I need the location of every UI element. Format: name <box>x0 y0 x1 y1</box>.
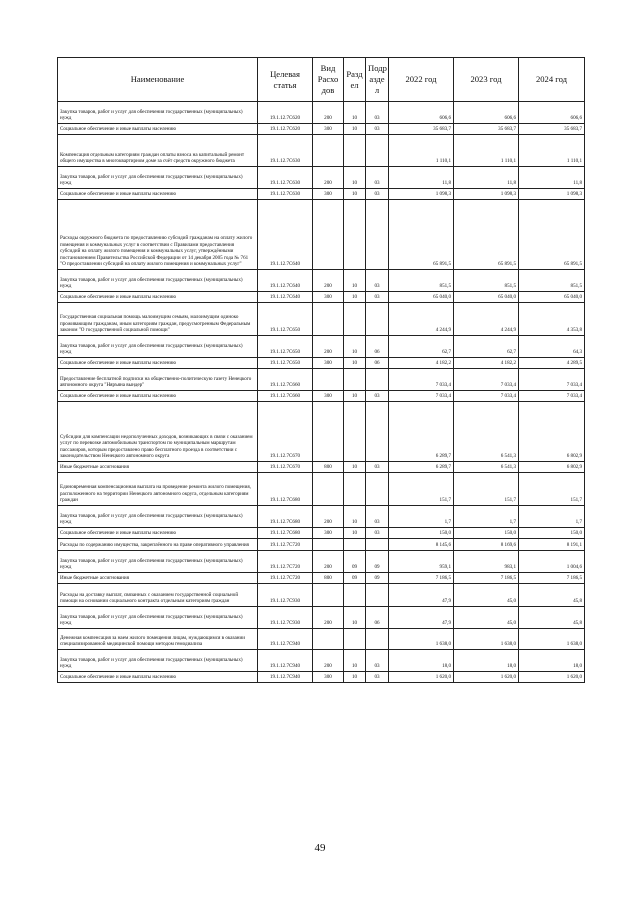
table-cell-2023: 11,8 <box>454 167 519 189</box>
table-row <box>58 506 585 528</box>
table-cell-name: Единовременная компенсационная выплата на проведение ремонта жилого помещения, расположенного на территории Ненецкого автономного округа, отдельным категориям граждан <box>58 473 258 506</box>
table-cell-expense-type <box>313 200 344 270</box>
table-cell-subsection: 06 <box>366 336 389 358</box>
table-cell-name: Субсидии для компенсации недополученных доходов, возникающих в связи с оказанием услуг по перевозке автомобильным транспортом по муниципальным маршрутам пассажиров, которым предоставлено право бесплатного проезда в соответствии с законодательством Ненецкого автономного округа <box>58 402 258 462</box>
table-cell-target-article: 19.1.12.7С720 <box>258 551 313 573</box>
table-cell-2023: 35 683,7 <box>454 124 519 135</box>
table-cell-target-article: 19.1.12.7С650 <box>258 336 313 358</box>
table-row <box>58 462 585 473</box>
header-year-2023: 2023 год <box>454 58 519 102</box>
table-cell-2022: 150,0 <box>389 528 454 539</box>
table-cell-name: Закупка товаров, работ и услуг для обеспечения государственных (муниципальных) нужд <box>58 506 258 528</box>
table-cell-2023: 4 182,2 <box>454 358 519 369</box>
table-cell-name: Закупка товаров, работ и услуг для обеспечения государственных (муниципальных) нужд <box>58 551 258 573</box>
table-cell-subsection <box>366 473 389 506</box>
table-row <box>58 551 585 573</box>
table-cell-2024: 8 191,1 <box>519 539 585 551</box>
table-cell-2022: 47,9 <box>389 584 454 607</box>
table-cell-2022: 35 683,7 <box>389 124 454 135</box>
table-cell-2022: 6 289,7 <box>389 462 454 473</box>
table-cell-2024: 64,3 <box>519 336 585 358</box>
table-cell-expense-type: 200 <box>313 607 344 629</box>
table-cell-2024: 45,8 <box>519 607 585 629</box>
table-cell-section: 09 <box>344 551 366 573</box>
table-cell-name: Расходы окружного бюджета по предоставлению субсидий гражданам на оплату жилого помещения и коммунальных услуг в соответствии с Правилами предоставления субсидий на оплату жилого помещения и коммунальных услуг, утверждёнными постановлением Правительства Российской Федерации от 14 декабря 2005 года № 761 "О предоставлении субсидий на оплату жилого помещения и коммунальных услуг" <box>58 200 258 270</box>
table-row <box>58 650 585 672</box>
table-cell-name: Государственная социальная помощь малоимущим семьям, малоимущим одиноко проживающим гражданам, иным категориям граждан, предусмотренным Федеральным законом "О государственной социальной помощи" <box>58 303 258 336</box>
table-row <box>58 369 585 391</box>
table-cell-target-article: 19.1.12.7С930 <box>258 584 313 607</box>
table-cell-section: 10 <box>344 292 366 303</box>
table-cell-subsection: 06 <box>366 607 389 629</box>
table-cell-2024: 1 004,6 <box>519 551 585 573</box>
table-cell-section <box>344 584 366 607</box>
table-body <box>58 102 585 683</box>
table-row <box>58 200 585 270</box>
table-cell-section <box>344 369 366 391</box>
table-cell-target-article: 19.1.12.7С630 <box>258 189 313 200</box>
table-cell-2022: 851,5 <box>389 270 454 292</box>
header-row <box>58 58 585 102</box>
table-cell-subsection: 03 <box>366 506 389 528</box>
table-row <box>58 292 585 303</box>
table-cell-section <box>344 629 366 650</box>
table-cell-name: Расходы на доставку выплат, связанных с оказанием государственной социальной помощи на основании социального контракта отдельным категориям граждан <box>58 584 258 607</box>
table-cell-2024: 1 098,3 <box>519 189 585 200</box>
table-cell-2023: 1,7 <box>454 506 519 528</box>
table-row <box>58 607 585 629</box>
table-cell-name: Социальное обеспечение и иные выплаты населению <box>58 528 258 539</box>
table-cell-2024: 606,6 <box>519 102 585 124</box>
table-cell-target-article: 19.1.12.7С640 <box>258 270 313 292</box>
table-cell-2023: 1 098,3 <box>454 189 519 200</box>
table-cell-2022: 18,0 <box>389 650 454 672</box>
table-cell-2023: 45,0 <box>454 607 519 629</box>
table-cell-expense-type: 300 <box>313 292 344 303</box>
table-cell-section: 10 <box>344 528 366 539</box>
table-cell-subsection: 03 <box>366 391 389 402</box>
table-cell-2022: 151,7 <box>389 473 454 506</box>
table-cell-subsection <box>366 200 389 270</box>
table-cell-expense-type: 300 <box>313 528 344 539</box>
table-cell-expense-type: 200 <box>313 551 344 573</box>
table-cell-2023: 18,0 <box>454 650 519 672</box>
table-cell-subsection <box>366 303 389 336</box>
table-cell-2024: 851,5 <box>519 270 585 292</box>
table-cell-2022: 65 040,0 <box>389 292 454 303</box>
table-cell-name: Закупка товаров, работ и услуг для обеспечения государственных (муниципальных) нужд <box>58 102 258 124</box>
table-cell-subsection <box>366 135 389 167</box>
table-cell-section: 10 <box>344 506 366 528</box>
table-cell-subsection: 03 <box>366 528 389 539</box>
table-cell-name: Денежная компенсация за наем жилого помещения лицам, нуждающимся в оказании специализированной медицинской помощи методом гемодиализа <box>58 629 258 650</box>
table-cell-2024: 4 289,5 <box>519 358 585 369</box>
table-cell-2024: 1 638,0 <box>519 629 585 650</box>
table-cell-target-article: 19.1.12.7С720 <box>258 539 313 551</box>
table-cell-subsection <box>366 539 389 551</box>
table-cell-section <box>344 135 366 167</box>
table-cell-2024: 1,7 <box>519 506 585 528</box>
table-cell-section <box>344 539 366 551</box>
table-cell-2023: 4 244,9 <box>454 303 519 336</box>
table-cell-subsection: 06 <box>366 358 389 369</box>
table-cell-target-article: 19.1.12.7С620 <box>258 102 313 124</box>
table-cell-expense-type: 300 <box>313 358 344 369</box>
table-cell-expense-type <box>313 135 344 167</box>
table-cell-target-article: 19.1.12.7С940 <box>258 650 313 672</box>
table-cell-target-article: 19.1.12.7С680 <box>258 473 313 506</box>
table-cell-name: Закупка товаров, работ и услуг для обеспечения государственных (муниципальных) нужд <box>58 650 258 672</box>
table-cell-2023: 62,7 <box>454 336 519 358</box>
table-cell-name: Социальное обеспечение и иные выплаты населению <box>58 672 258 683</box>
table-cell-2022: 6 289,7 <box>389 402 454 462</box>
table-cell-target-article: 19.1.12.7С620 <box>258 124 313 135</box>
table-cell-section: 10 <box>344 124 366 135</box>
table-cell-section: 10 <box>344 189 366 200</box>
table-cell-expense-type <box>313 584 344 607</box>
table-cell-2023: 6 541,3 <box>454 462 519 473</box>
table-cell-target-article: 19.1.12.7С940 <box>258 672 313 683</box>
table-cell-2022: 47,9 <box>389 607 454 629</box>
table-cell-subsection <box>366 629 389 650</box>
table-row <box>58 584 585 607</box>
table-cell-target-article: 19.1.12.7С940 <box>258 629 313 650</box>
table-cell-2022: 62,7 <box>389 336 454 358</box>
table-cell-2024: 1 110,1 <box>519 135 585 167</box>
table-cell-2023: 851,5 <box>454 270 519 292</box>
table-cell-target-article: 19.1.12.7С650 <box>258 358 313 369</box>
table-cell-name: Закупка товаров, работ и услуг для обеспечения государственных (муниципальных) нужд <box>58 336 258 358</box>
table-cell-subsection <box>366 402 389 462</box>
table-cell-2022: 7 033,4 <box>389 369 454 391</box>
table-cell-2023: 6 541,3 <box>454 402 519 462</box>
budget-table <box>57 57 585 683</box>
table-cell-subsection: 03 <box>366 189 389 200</box>
table-row <box>58 102 585 124</box>
table-cell-2022: 65 891,5 <box>389 200 454 270</box>
table-row <box>58 629 585 650</box>
table-cell-2024: 18,0 <box>519 650 585 672</box>
table-cell-2023: 45,0 <box>454 584 519 607</box>
table-cell-2022: 1 638,0 <box>389 629 454 650</box>
table-cell-expense-type: 300 <box>313 189 344 200</box>
table-cell-section <box>344 402 366 462</box>
table-cell-target-article: 19.1.12.7С660 <box>258 369 313 391</box>
table-cell-2024: 7 033,4 <box>519 369 585 391</box>
table-cell-2023: 65 891,5 <box>454 200 519 270</box>
table-cell-name: Социальное обеспечение и иные выплаты населению <box>58 124 258 135</box>
table-cell-expense-type <box>313 402 344 462</box>
header-section: Разд ел <box>344 58 366 102</box>
table-cell-target-article: 19.1.12.7С720 <box>258 573 313 584</box>
table-cell-name: Социальное обеспечение и иные выплаты населению <box>58 358 258 369</box>
table-row <box>58 135 585 167</box>
table-cell-expense-type <box>313 539 344 551</box>
table-cell-section: 10 <box>344 607 366 629</box>
table-cell-2023: 606,6 <box>454 102 519 124</box>
table-cell-2024: 1 620,0 <box>519 672 585 683</box>
table-cell-expense-type <box>313 303 344 336</box>
table-cell-section <box>344 303 366 336</box>
table-cell-2024: 35 683,7 <box>519 124 585 135</box>
table-cell-2024: 45,8 <box>519 584 585 607</box>
table-cell-subsection: 09 <box>366 551 389 573</box>
table-cell-name: Закупка товаров, работ и услуг для обеспечения государственных (муниципальных) нужд <box>58 270 258 292</box>
header-target-article: Целевая статья <box>258 58 313 102</box>
table-cell-2022: 1 620,0 <box>389 672 454 683</box>
table-row <box>58 672 585 683</box>
table-cell-target-article: 19.1.12.7С680 <box>258 528 313 539</box>
table-row <box>58 539 585 551</box>
table-cell-subsection: 03 <box>366 462 389 473</box>
table-cell-expense-type <box>313 369 344 391</box>
table-cell-2022: 11,8 <box>389 167 454 189</box>
table-cell-2023: 983,1 <box>454 551 519 573</box>
table-cell-2023: 1 110,1 <box>454 135 519 167</box>
table-cell-2022: 8 145,6 <box>389 539 454 551</box>
table-cell-name: Предоставление бесплатной подписки на общественно-политическую газету Ненецкого автономного округа "Няръяна вындер" <box>58 369 258 391</box>
table-cell-2024: 4 353,8 <box>519 303 585 336</box>
table-row <box>58 573 585 584</box>
table-cell-name: Иные бюджетные ассигнования <box>58 462 258 473</box>
table-cell-2022: 1,7 <box>389 506 454 528</box>
header-name: Наименование <box>58 58 258 102</box>
table-cell-2024: 150,0 <box>519 528 585 539</box>
table-cell-subsection: 03 <box>366 292 389 303</box>
table-cell-subsection: 03 <box>366 124 389 135</box>
table-cell-2023: 1 620,0 <box>454 672 519 683</box>
table-cell-2022: 606,6 <box>389 102 454 124</box>
table-cell-expense-type: 200 <box>313 650 344 672</box>
table-cell-expense-type: 200 <box>313 506 344 528</box>
table-row <box>58 402 585 462</box>
table-cell-2023: 151,7 <box>454 473 519 506</box>
table-cell-expense-type <box>313 629 344 650</box>
table-cell-expense-type <box>313 473 344 506</box>
table-cell-2023: 150,0 <box>454 528 519 539</box>
table-cell-expense-type: 800 <box>313 573 344 584</box>
header-expense-type: Вид Расхо дов <box>313 58 344 102</box>
table-cell-section: 10 <box>344 391 366 402</box>
table-cell-subsection <box>366 584 389 607</box>
page-number: 49 <box>314 842 326 854</box>
table-cell-expense-type: 200 <box>313 270 344 292</box>
table-cell-subsection: 03 <box>366 270 389 292</box>
table-cell-subsection: 03 <box>366 102 389 124</box>
header-subsection: Подр азде л <box>366 58 389 102</box>
table-cell-section: 10 <box>344 462 366 473</box>
table-cell-target-article: 19.1.12.7С630 <box>258 167 313 189</box>
table-cell-subsection <box>366 369 389 391</box>
table-row <box>58 391 585 402</box>
table-cell-name: Расходы по содержанию имущества, закреплённого на праве оперативного управления <box>58 539 258 551</box>
table-cell-target-article: 19.1.12.7С680 <box>258 506 313 528</box>
table-cell-2023: 7 186,5 <box>454 573 519 584</box>
header-year-2022: 2022 год <box>389 58 454 102</box>
table-cell-expense-type: 300 <box>313 391 344 402</box>
table-cell-target-article: 19.1.12.7С640 <box>258 292 313 303</box>
table-cell-2022: 4 182,2 <box>389 358 454 369</box>
table-cell-section: 10 <box>344 102 366 124</box>
table-cell-expense-type: 200 <box>313 167 344 189</box>
table-cell-subsection: 09 <box>366 573 389 584</box>
table-cell-name: Компенсация отдельным категориям граждан оплаты взноса на капитальный ремонт общего имущества в многоквартирном доме за счёт средств окружного бюджета <box>58 135 258 167</box>
table-cell-2022: 4 244,9 <box>389 303 454 336</box>
table-row <box>58 124 585 135</box>
table-cell-section: 10 <box>344 167 366 189</box>
table-cell-target-article: 19.1.12.7С930 <box>258 607 313 629</box>
table-cell-section: 10 <box>344 358 366 369</box>
table-cell-target-article: 19.1.12.7С670 <box>258 462 313 473</box>
table-cell-target-article: 19.1.12.7С650 <box>258 303 313 336</box>
table-cell-2022: 959,1 <box>389 551 454 573</box>
table-row <box>58 358 585 369</box>
table-cell-name: Закупка товаров, работ и услуг для обеспечения государственных (муниципальных) нужд <box>58 167 258 189</box>
table-cell-2023: 7 033,4 <box>454 391 519 402</box>
table-cell-2024: 6 802,9 <box>519 402 585 462</box>
table-row <box>58 189 585 200</box>
table-cell-2024: 65 040,0 <box>519 292 585 303</box>
table-cell-2022: 1 098,3 <box>389 189 454 200</box>
table-cell-2022: 7 186,5 <box>389 573 454 584</box>
table-row <box>58 167 585 189</box>
table-cell-section: 10 <box>344 270 366 292</box>
table-cell-2023: 7 033,4 <box>454 369 519 391</box>
table-cell-2023: 65 040,0 <box>454 292 519 303</box>
table-cell-2022: 1 110,1 <box>389 135 454 167</box>
table-cell-section: 09 <box>344 573 366 584</box>
table-cell-section: 10 <box>344 336 366 358</box>
table-cell-2024: 7 033,4 <box>519 391 585 402</box>
table-cell-expense-type: 200 <box>313 336 344 358</box>
table-cell-name: Закупка товаров, работ и услуг для обеспечения государственных (муниципальных) нужд <box>58 607 258 629</box>
table-cell-2024: 151,7 <box>519 473 585 506</box>
table-row <box>58 473 585 506</box>
table-cell-2023: 1 638,0 <box>454 629 519 650</box>
table-cell-2024: 65 891,5 <box>519 200 585 270</box>
table-cell-name: Социальное обеспечение и иные выплаты населению <box>58 189 258 200</box>
table-cell-subsection: 03 <box>366 167 389 189</box>
table-cell-section <box>344 200 366 270</box>
table-cell-expense-type: 800 <box>313 462 344 473</box>
table-cell-section: 10 <box>344 650 366 672</box>
table-cell-target-article: 19.1.12.7С640 <box>258 200 313 270</box>
table-cell-target-article: 19.1.12.7С670 <box>258 402 313 462</box>
table-cell-2022: 7 033,4 <box>389 391 454 402</box>
table-cell-name: Иные бюджетные ассигнования <box>58 573 258 584</box>
table-cell-section: 10 <box>344 672 366 683</box>
table-row <box>58 528 585 539</box>
table-cell-name: Социальное обеспечение и иные выплаты населению <box>58 391 258 402</box>
table-cell-name: Социальное обеспечение и иные выплаты населению <box>58 292 258 303</box>
table-row <box>58 270 585 292</box>
table-cell-2024: 6 802,9 <box>519 462 585 473</box>
table-cell-section <box>344 473 366 506</box>
table-cell-expense-type: 300 <box>313 124 344 135</box>
table-cell-expense-type: 200 <box>313 102 344 124</box>
header-year-2024: 2024 год <box>519 58 585 102</box>
table-cell-expense-type: 300 <box>313 672 344 683</box>
table-cell-subsection: 03 <box>366 650 389 672</box>
table-row <box>58 336 585 358</box>
table-row <box>58 303 585 336</box>
table-cell-2024: 11,8 <box>519 167 585 189</box>
table-cell-2024: 7 186,5 <box>519 573 585 584</box>
table-cell-subsection: 03 <box>366 672 389 683</box>
table-cell-target-article: 19.1.12.7С660 <box>258 391 313 402</box>
table-cell-target-article: 19.1.12.7С630 <box>258 135 313 167</box>
table-cell-2023: 8 169,6 <box>454 539 519 551</box>
